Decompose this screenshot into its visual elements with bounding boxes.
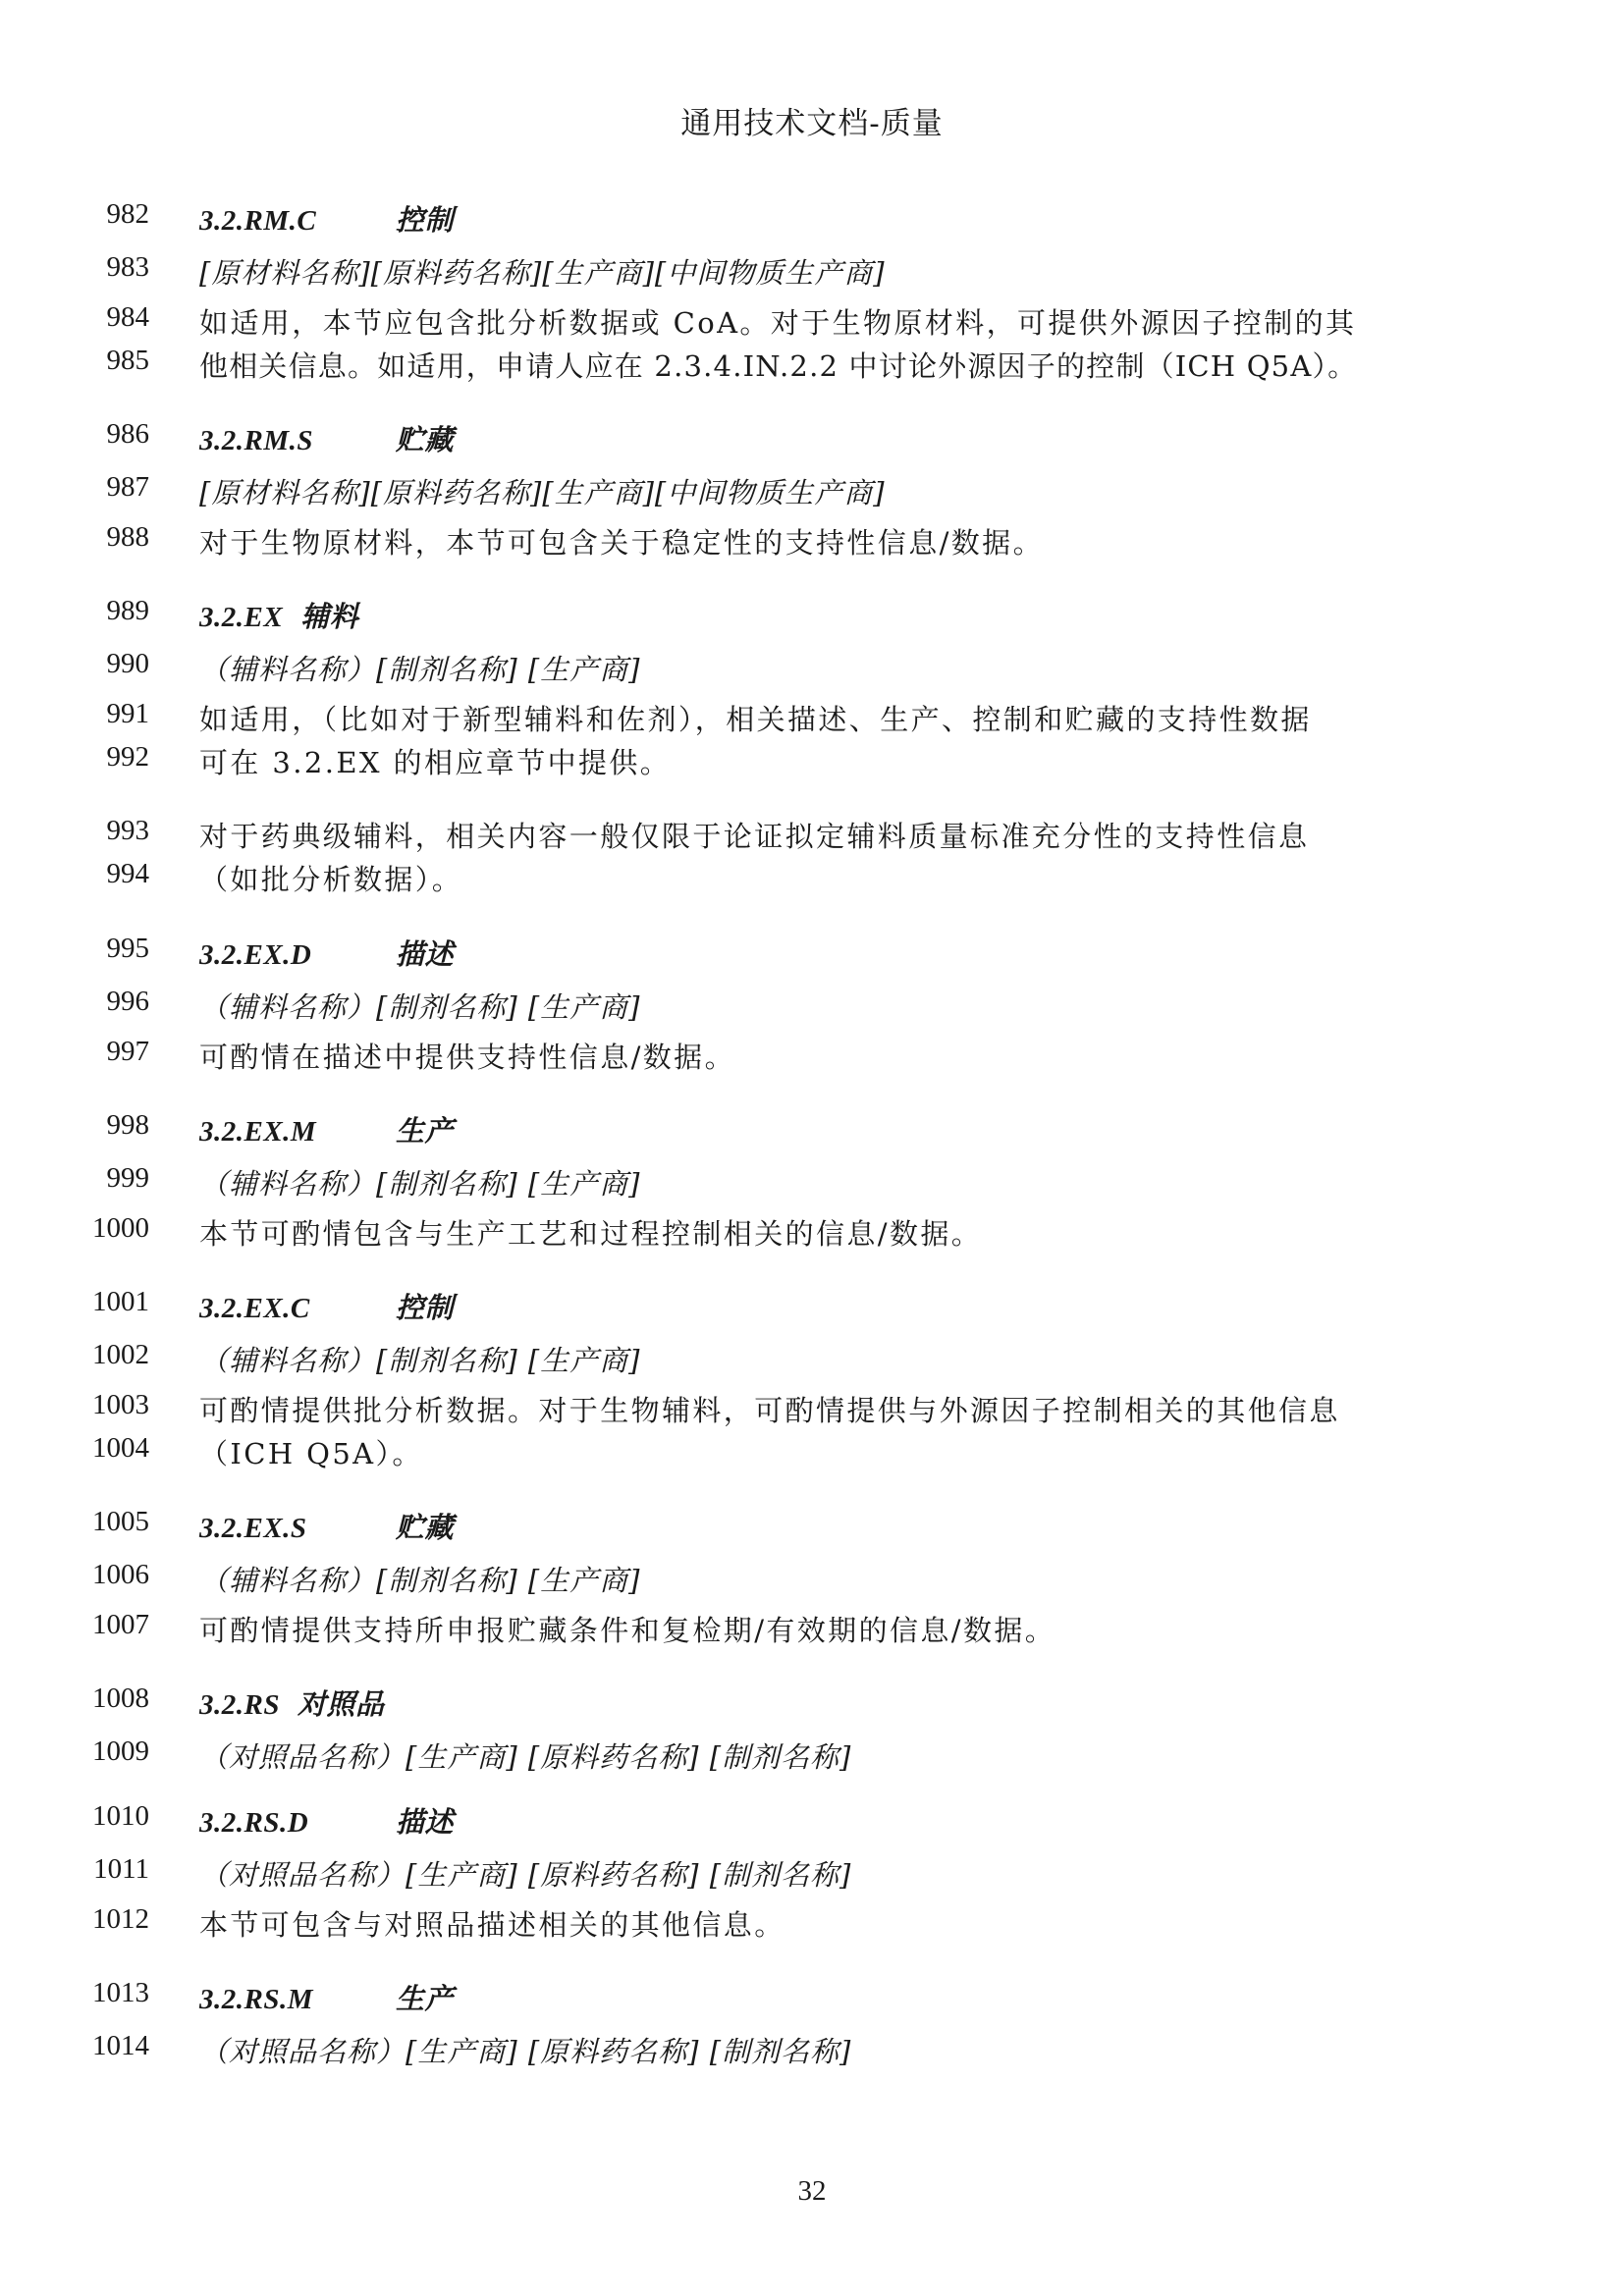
line-number: 1000: [92, 1212, 149, 1244]
section-heading: [199, 1800, 454, 1841]
line-983: [0, 251, 1624, 291]
line-number: 995: [106, 933, 149, 964]
line-992: [0, 741, 1624, 780]
line-number: 1007: [92, 1609, 149, 1640]
placeholder-line: （辅料名称）[制剂名称] [生产商]: [199, 1564, 641, 1597]
line-number: 994: [106, 858, 149, 889]
section-code: 3.2.EX.M: [199, 1116, 317, 1148]
line-997: [0, 1036, 1624, 1075]
body-text: 本节可酌情包含与生产工艺和过程控制相关的信息/数据。: [199, 1217, 983, 1251]
line-1002: [0, 1339, 1624, 1378]
line-number: 1006: [92, 1559, 149, 1590]
page-header: 通用技术文档-质量: [680, 106, 944, 141]
line-986: [0, 418, 1624, 457]
line-996: [0, 986, 1624, 1025]
line-1005: [0, 1506, 1624, 1545]
line-990: [0, 648, 1624, 687]
line-995: [0, 933, 1624, 972]
section-code: 3.2.EX.C: [199, 1293, 310, 1324]
placeholder-line: （辅料名称）[制剂名称] [生产商]: [199, 1344, 641, 1377]
line-1008: [0, 1682, 1624, 1722]
line-number: 1002: [92, 1339, 149, 1370]
section-title: 生产: [396, 1982, 455, 2015]
line-982: [0, 198, 1624, 238]
line-1001: [0, 1286, 1624, 1325]
body-text: 本节可包含与对照品描述相关的其他信息。: [199, 1908, 785, 1942]
line-1000: [0, 1212, 1624, 1252]
line-1011: [0, 1853, 1624, 1893]
placeholder-line: （辅料名称）[制剂名称] [生产商]: [199, 990, 641, 1024]
line-1007: [0, 1609, 1624, 1648]
section-title: 贮藏: [396, 1511, 455, 1544]
line-number: 986: [106, 418, 149, 450]
section-code: 3.2.RM.S: [199, 425, 314, 456]
section-heading: [199, 198, 454, 239]
body-text: 如适用，（比如对于新型辅料和佐剂），相关描述、生产、控制和贮藏的支持性数据: [199, 703, 1312, 736]
page-number: 32: [797, 2175, 827, 2207]
line-number: 996: [106, 986, 149, 1017]
line-number: 991: [106, 698, 149, 729]
body-text: 可在 3.2.EX 的相应章节中提供。: [199, 746, 672, 779]
line-number: 987: [106, 471, 149, 503]
placeholder-line: （对照品名称）[生产商] [原料药名称] [制剂名称]: [199, 2035, 852, 2068]
line-998: [0, 1109, 1624, 1148]
line-number: 997: [106, 1036, 149, 1067]
line-number: 983: [106, 251, 149, 283]
section-title: 辅料: [300, 600, 359, 633]
section-heading: [199, 1506, 454, 1546]
line-number: 1003: [92, 1389, 149, 1420]
placeholder-line: （对照品名称）[生产商] [原料药名称] [制剂名称]: [199, 1740, 852, 1774]
line-number: 1010: [92, 1800, 149, 1832]
section-heading: [199, 1977, 454, 2017]
line-1013: [0, 1977, 1624, 2016]
line-number: 1008: [92, 1682, 149, 1714]
line-985: [0, 345, 1624, 384]
line-1014: [0, 2030, 1624, 2069]
section-code: 3.2.EX: [199, 602, 284, 633]
line-number: 989: [106, 595, 149, 626]
line-number: 990: [106, 648, 149, 679]
line-987: [0, 471, 1624, 510]
body-text: （如批分析数据）。: [199, 863, 463, 896]
body-text: 可酌情在描述中提供支持性信息/数据。: [199, 1041, 735, 1074]
line-991: [0, 698, 1624, 737]
line-number: 1009: [92, 1735, 149, 1767]
line-994: [0, 858, 1624, 897]
line-993: [0, 815, 1624, 854]
section-code: 3.2.RS: [199, 1689, 280, 1721]
line-number: 985: [106, 345, 149, 376]
placeholder-line: [原材料名称][原料药名称][生产商][中间物质生产商]: [199, 256, 886, 290]
line-number: 993: [106, 815, 149, 846]
body-text: 如适用，本节应包含批分析数据或 CoA。对于生物原材料，可提供外源因子控制的其: [199, 306, 1357, 340]
body-text: 可酌情提供批分析数据。对于生物辅料，可酌情提供与外源因子控制相关的其他信息: [199, 1394, 1340, 1427]
section-code: 3.2.RS.M: [199, 1984, 314, 2015]
body-text: 可酌情提供支持所申报贮藏条件和复检期/有效期的信息/数据。: [199, 1614, 1056, 1647]
line-1012: [0, 1903, 1624, 1943]
section-title: 对照品: [297, 1687, 385, 1721]
line-number: 982: [106, 198, 149, 230]
section-code: 3.2.EX.S: [199, 1513, 307, 1544]
section-title: 贮藏: [396, 423, 455, 456]
section-heading: [199, 1682, 385, 1723]
line-989: [0, 595, 1624, 634]
line-number: 999: [106, 1162, 149, 1194]
line-number: 1001: [92, 1286, 149, 1317]
body-text: （ICH Q5A）。: [199, 1437, 423, 1470]
section-title: 描述: [396, 1805, 455, 1839]
section-title: 描述: [396, 937, 455, 971]
placeholder-line: （辅料名称）[制剂名称] [生产商]: [199, 1167, 641, 1201]
body-text: 对于药典级辅料，相关内容一般仅限于论证拟定辅料质量标准充分性的支持性信息: [199, 820, 1310, 853]
line-988: [0, 521, 1624, 561]
line-1003: [0, 1389, 1624, 1428]
line-1004: [0, 1432, 1624, 1471]
line-number: 1012: [92, 1903, 149, 1935]
line-number: 1011: [93, 1853, 149, 1885]
section-heading: [199, 1286, 454, 1326]
section-title: 控制: [396, 1291, 455, 1324]
section-heading: [199, 595, 358, 635]
line-number: 984: [106, 301, 149, 333]
body-text: 对于生物原材料，本节可包含关于稳定性的支持性信息/数据。: [199, 526, 1044, 560]
section-heading: [199, 1109, 454, 1149]
line-number: 1004: [92, 1432, 149, 1464]
line-1009: [0, 1735, 1624, 1775]
line-number: 998: [106, 1109, 149, 1141]
section-heading: [199, 418, 454, 458]
placeholder-line: （对照品名称）[生产商] [原料药名称] [制剂名称]: [199, 1858, 852, 1892]
section-title: 生产: [396, 1114, 455, 1148]
section-code: 3.2.RS.D: [199, 1807, 309, 1839]
line-number: 1014: [92, 2030, 149, 2061]
section-heading: [199, 933, 454, 973]
body-text: 他相关信息。如适用，申请人应在 2.3.4.IN.2.2 中讨论外源因子的控制（ICH Q5A）。: [199, 349, 1358, 383]
line-number: 1013: [92, 1977, 149, 2008]
line-number: 988: [106, 521, 149, 553]
placeholder-line: （辅料名称）[制剂名称] [生产商]: [199, 653, 641, 686]
line-1010: [0, 1800, 1624, 1840]
line-number: 992: [106, 741, 149, 773]
line-984: [0, 301, 1624, 341]
section-title: 控制: [396, 203, 455, 237]
line-number: 1005: [92, 1506, 149, 1537]
section-code: 3.2.EX.D: [199, 939, 312, 971]
placeholder-line: [原材料名称][原料药名称][生产商][中间物质生产商]: [199, 476, 886, 509]
line-999: [0, 1162, 1624, 1201]
line-1006: [0, 1559, 1624, 1598]
section-code: 3.2.RM.C: [199, 205, 317, 237]
